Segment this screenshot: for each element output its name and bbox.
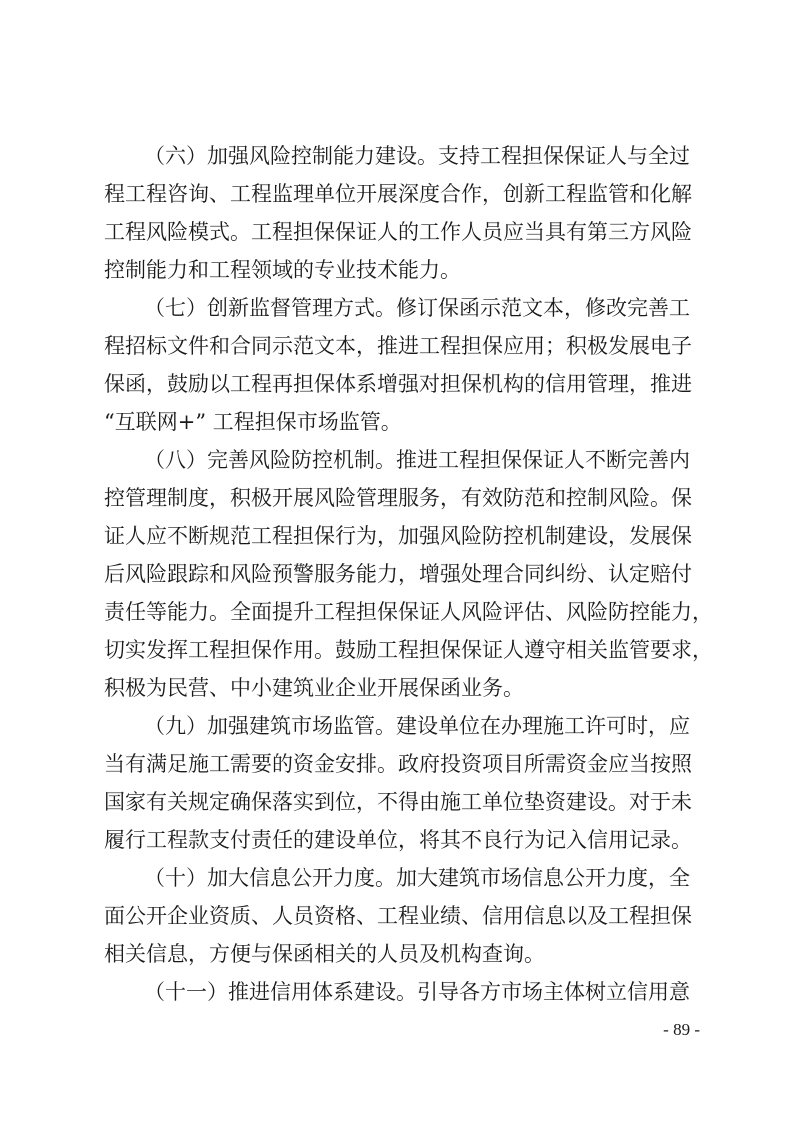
para-8-line-4: 后风险跟踪和风险预警服务能力，增强处理合同纠纷、认定赔付	[104, 562, 692, 586]
para-7-line-1: （七）创新监督管理方式。修订保函示范文本，修改完善工	[144, 296, 690, 320]
para-10-line-3: 相关信息，方便与保函相关的人员及机构查询。	[104, 942, 545, 966]
para-9-line-4: 履行工程款支付责任的建设单位，将其不良行为记入信用记录。	[104, 828, 692, 852]
para-9-line-3: 国家有关规定确保落实到位，不得由施工单位垫资建设。对于未	[104, 790, 692, 814]
para-6-line-1: （六）加强风险控制能力建设。支持工程担保保证人与全过	[144, 144, 690, 168]
para-8-line-1: （八）完善风险防控机制。推进工程担保保证人不断完善内	[144, 448, 690, 472]
para-8-line-3: 证人应不断规范工程担保行为，加强风险防控机制建设，发展保	[104, 524, 692, 548]
para-8-line-2: 控管理制度，积极开展风险管理服务，有效防范和控制风险。保	[104, 486, 692, 510]
para-10-line-2: 面公开企业资质、人员资格、工程业绩、信用信息以及工程担保	[104, 904, 692, 928]
page-number: - 89 -	[663, 1020, 700, 1039]
para-11-line-1: （十一）推进信用体系建设。引导各方市场主体树立信用意	[144, 980, 690, 1004]
para-7-line-3: 保函，鼓励以工程再担保体系增强对担保机构的信用管理，推进	[104, 372, 692, 396]
para-9-line-2: 当有满足施工需要的资金安排。政府投资项目所需资金应当按照	[104, 752, 692, 776]
para-7-line-2: 程招标文件和合同示范文本，推进工程担保应用；积极发展电子	[104, 334, 692, 358]
para-6-line-3: 工程风险模式。工程担保保证人的工作人员应当具有第三方风险	[104, 220, 692, 244]
para-9-line-1: （九）加强建筑市场监管。建设单位在办理施工许可时，应	[144, 714, 690, 738]
para-6-line-2: 程工程咨询、工程监理单位开展深度合作，创新工程监管和化解	[104, 182, 692, 206]
para-7-line-4: “互联网+” 工程担保市场监管。	[104, 410, 402, 434]
para-8-line-7: 积极为民营、中小建筑业企业开展保函业务。	[104, 676, 524, 700]
para-6-line-4: 控制能力和工程领域的专业技术能力。	[104, 258, 461, 282]
para-10-line-1: （十）加大信息公开力度。加大建筑市场信息公开力度，全	[144, 866, 690, 890]
para-8-line-5: 责任等能力。全面提升工程担保保证人风险评估、风险防控能力，	[104, 600, 713, 624]
para-8-line-6: 切实发挥工程担保作用。鼓励工程担保保证人遵守相关监管要求，	[104, 638, 713, 662]
